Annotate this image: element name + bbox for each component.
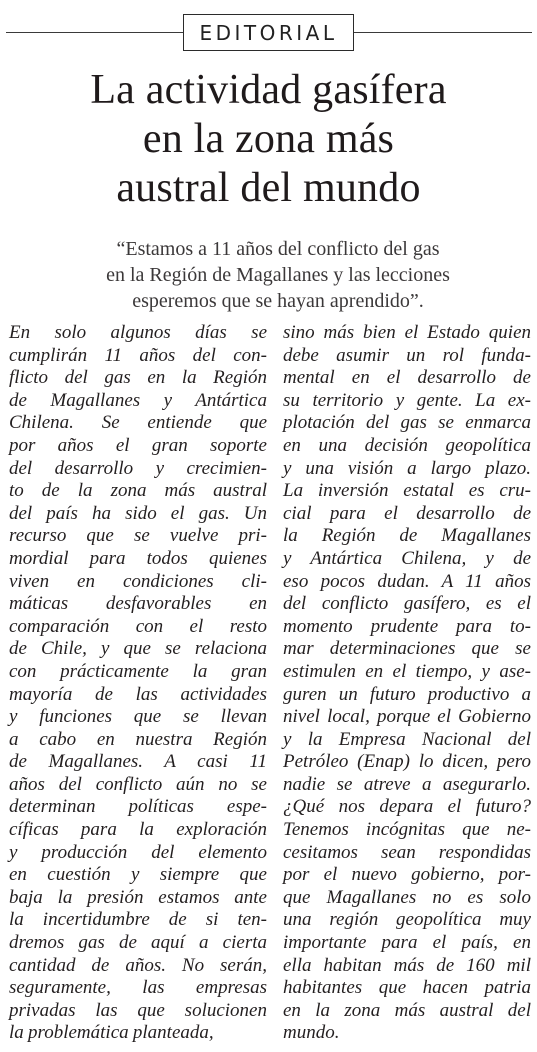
body-text-line: cesitamos sean respondidas — [283, 841, 531, 863]
body-text-line: la problemática planteada, — [9, 1022, 214, 1044]
body-text-line: que Magallanes no es solo — [283, 886, 531, 908]
body-text-line: estimulen en el tiempo, y ase- — [283, 660, 531, 682]
body-text-line: de Magallanes y Antártica — [9, 389, 267, 411]
body-column-right — [283, 322, 531, 1045]
body-text-line: a cabo en nuestra Región — [9, 728, 267, 750]
body-text-line: por años el gran soporte — [9, 434, 267, 456]
body-text-line: viven en condiciones cli- — [9, 570, 267, 592]
body-text-line: y la Empresa Nacional del — [283, 728, 531, 750]
body-text-line: una región geopolítica muy — [283, 909, 531, 931]
body-text-line: de Magallanes. A casi 11 — [9, 751, 267, 773]
body-text-line: mental en el desarrollo de — [283, 367, 531, 389]
body-text-line: Tenemos incógnitas que ne- — [283, 819, 531, 841]
body-text-line: guren un futuro productivo a — [283, 683, 531, 705]
body-text-line: con prácticamente la gran — [9, 660, 267, 682]
body-text-line: flicto del gas en la Región — [9, 367, 267, 389]
body-text-line: privadas las que solucionen — [9, 999, 267, 1021]
body-text-line: seguramente, las empresas — [9, 977, 267, 999]
section-label: EDITORIAL — [183, 14, 354, 51]
body-text-line: y producción del elemento — [9, 841, 267, 863]
body-text-line: to de la zona más austral — [9, 480, 267, 502]
body-column-left — [9, 322, 267, 1045]
body-text-line: debe asumir un rol funda- — [283, 344, 531, 366]
body-text-line: sino más bien el Estado quien — [283, 322, 531, 343]
body-text-line: nivel local, porque el Gobierno — [283, 706, 531, 728]
body-text-line: la incertidumbre de si ten- — [9, 909, 267, 931]
body-text-line: del país ha sido el gas. Un — [9, 502, 267, 524]
headline-line: austral del mundo — [116, 165, 421, 211]
pull-quote — [58, 236, 498, 314]
body-text-line: cumplirán 11 años del con- — [9, 344, 267, 366]
body-text-line: dremos gas de aquí a cierta — [9, 932, 267, 954]
body-text-line: nadie se atreve a asegurarlo. — [283, 773, 531, 795]
header-rule-right — [354, 32, 532, 33]
pull-quote-line: “Estamos a 11 años del conflicto del gas — [116, 238, 440, 260]
body-text-line: cantidad de años. No serán, — [9, 954, 267, 976]
body-text-line: baja la presión estamos ante — [9, 886, 267, 908]
body-text-line: Petróleo (Enap) lo dicen, pero — [283, 751, 531, 773]
body-text-line: máticas desfavorables en — [9, 593, 267, 615]
body-text-line: habitantes que hacen patria — [283, 977, 531, 999]
body-text-line: mar determinaciones que se — [283, 638, 531, 660]
body-text-line: plotación del gas se enmarca — [283, 412, 531, 434]
body-text-line: importante para el país, en — [283, 932, 531, 954]
body-text-line: mayoría de las actividades — [9, 683, 267, 705]
body-text-line: cial para el desarrollo de — [283, 502, 531, 524]
body-text-line: comparación con el resto — [9, 615, 267, 637]
body-text-line: y Antártica Chilena, y de — [283, 547, 531, 569]
body-text-line: del desarrollo y crecimien- — [9, 457, 267, 479]
body-text-line: y una visión a largo plazo. — [283, 457, 531, 479]
body-text-line: mundo. — [283, 1022, 340, 1044]
body-text-line: de Chile, y que se relaciona — [9, 638, 267, 660]
body-text-line: cíficas para la exploración — [9, 819, 267, 841]
body-text-line: recurso que se vuelve pri- — [9, 525, 267, 547]
section-header — [0, 14, 537, 52]
body-text-line: en cuestión y siempre que — [9, 864, 267, 886]
body-text-line: ella habitan más de 160 mil — [283, 954, 531, 976]
body-text-line: determinan políticas espe- — [9, 796, 267, 818]
body-text-line: su territorio y gente. La ex- — [283, 389, 531, 411]
header-rule-left — [6, 32, 183, 33]
pull-quote-line: esperemos que se hayan aprendido”. — [132, 290, 424, 312]
headline — [0, 66, 537, 213]
body-text-line: en la zona más austral del — [283, 999, 531, 1021]
body-text-line: y funciones que se llevan — [9, 706, 267, 728]
body-text-line: mordial para todos quienes — [9, 547, 267, 569]
headline-line: La actividad gasífera — [90, 67, 447, 113]
body-text-line: por el nuevo gobierno, por- — [283, 864, 531, 886]
body-text-line: en una decisión geopolítica — [283, 434, 531, 456]
body-text-line: años del conflicto aún no se — [9, 773, 267, 795]
body-text-line: eso pocos dudan. A 11 años — [283, 570, 531, 592]
body-text-line: ¿Qué nos depara el futuro? — [283, 796, 531, 818]
pull-quote-line: en la Región de Magallanes y las lecciones — [106, 264, 450, 286]
body-text-line: Chilena. Se entiende que — [9, 412, 267, 434]
headline-line: en la zona más — [142, 116, 395, 162]
body-text-line: La inversión estatal es cru- — [283, 480, 531, 502]
body-text-line: la Región de Magallanes — [283, 525, 531, 547]
body-text-line: En solo algunos días se — [9, 322, 267, 343]
body-text-line: del conflicto gasífero, es el — [283, 593, 531, 615]
body-text-line: momento prudente para to- — [283, 615, 531, 637]
